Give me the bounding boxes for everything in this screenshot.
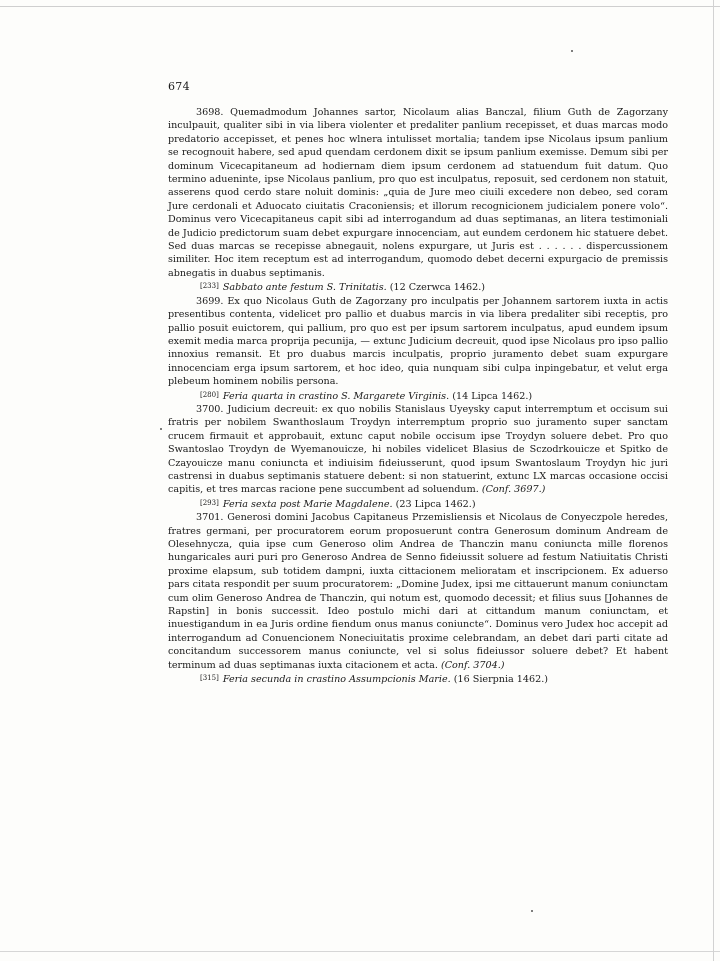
scan-speck — [531, 910, 533, 912]
entry-text: 3701. Generosi domini Jacobus Capitaneus Przemisliensis et Nicolaus de Conyeczpole heredes, fratres germani, per procuratorem eorum proposuerunt contra Generosum dominum Andream de Olesehnycza, quia ipse cum Generoso olim Andrea de Thanczin manu coniuncta mille florenos hungaricales auri puri pro Generoso Andrea de Senno fideiussit soluere ad festum Natiuitatis Christi proxime elapsum, sub totidem dampni, iuxta cittacionem melioratam et inscripcionem. Ex aduerso pars citata respondit per suum procuratorem: „Domine Judex, ipsi me cittauerunt manum coniunctam cum olim Generoso Andrea de Thanczin, qui notum est, quomodo decessit; et filius suus [Johannes de Rapstin] in bonis successit. Ideo postulo michi dari at cittandum manum coniunctam, et inuestigandum in ea Juris ordine fiendum onus manus coniuncte“. Dominus vero Judex hoc accepit ad interrogandum ad Conuencionem Noneciuitatis proxime celebrandam, an debet dari parti citate ad concitandum successorem manus coniuncte, vel si solus fideiussor soluere debet? Et habent terminum ad duas septimanas iuxta citacionem et acta. — [168, 512, 668, 671]
footnote-ref: [233] — [200, 282, 219, 291]
date: (16 Sierpnia 1462.) — [453, 674, 549, 686]
entry-3700 — [168, 403, 668, 497]
feast-day: Sabbato ante festum S. Trinitatis. — [222, 282, 387, 294]
document-body — [168, 106, 668, 686]
page-right-edge — [713, 0, 714, 961]
date: (12 Czerwca 1462.) — [389, 282, 486, 294]
entry-text: 3699. Ex quo Nicolaus Guth de Zagorzany pro inculpatis per Johannem sartorem iuxta in actis presentibus contenta, videlicet pro pallio et duabus marcis in via libera predaliter sibi receptis, pro pallio posuit euictorem, qui pallium, pro quo est per ipsum sartorem inculpatus, apud eundem ipsum exemit media marca proprija pecunija, — extunc Judicium decreuit, quod ipse Nicolaus pro ipso pallio innoxius remansit. Et pro duabus marcis inculpatis, proprio juramento debet suam expurgare innocenciam erga ipsum sartorem, et hoc ideo, quia nunquam sibi culpa inpingebatur, et velut erga plebeum hominem nobilis persona. — [168, 295, 668, 388]
feast-day: Feria quarta in crastino S. Margarete Virginis. — [222, 390, 450, 402]
entry-3701 — [168, 511, 668, 672]
footnote-ref: [280] — [200, 390, 219, 399]
date-line-293 — [200, 497, 668, 511]
date-line-315 — [200, 672, 668, 686]
scan-speck — [571, 50, 573, 52]
date-line-280 — [200, 389, 668, 403]
page-bottom-edge — [0, 951, 720, 952]
feast-day: Feria sexta post Marie Magdalene. — [222, 498, 393, 510]
cross-reference: (Conf. 3697.) — [481, 484, 546, 496]
page-top-edge — [0, 6, 720, 7]
feast-day: Feria secunda in crastino Assumpcionis Marie. — [222, 674, 451, 686]
entry-3698 — [168, 106, 668, 280]
footnote-ref: [315] — [200, 674, 219, 683]
entry-text: 3698. Quemadmodum Johannes sartor, Nicolaum alias Banczal, filium Guth de Zagorzany inculpauit, qualiter sibi in via libera violenter et predaliter panlium recepisset, et duas marcas modo predatorio accepisset, et penes hoc wlnera intulisset mortalia; tandem ipse Nicolaus ipsum panlium se recognouit habere, sed apud quendam cerdonem dixit se ipsum panlium exemisse. Demum sibi per dominum Vicecapitaneum ad hodiernam diem ipsum cerdonem ad statuendum fuit datum. Quo termino adueninte, ipse Nicolaus panlium, pro quo est inculpatus, reposuit, sed cerdonem non statuit, asserens quod cerdo stare noluit dominis: „quia de Jure meo ciuili excedere non debeo, sed coram Jure cerdonali et Aduocato ciuitatis Craconiensis; et illorum recognicionem judicialem ponere volo“. Dominus vero Vicecapitaneus capit sibi ad interrogandum ad duas septimanas, an litera testimoniali de Judicio predictorum suam debet expurgare innocenciam, aut eundem cerdonem hic statuere debet. Sed duas marcas se recepisse abnegauit, nolens expurgare, ut Juris est . . . . . . dispercussionem similiter. Hoc item receptum est ad interrogandum, quomodo debet decerni expurgacio de premissis abnegatis in duabus septimanis. — [168, 107, 668, 279]
footnote-ref: [293] — [200, 498, 219, 507]
cross-reference: (Conf. 3704.) — [440, 659, 505, 671]
entry-3699 — [168, 295, 668, 389]
entry-text: 3700. Judicium decreuit: ex quo nobilis Stanislaus Uyeysky caput interremptum et occisum sui fratris per nobilem Swanthoslaum Troydyn interremptum proprio suo juramento super sanctam crucem firmauit et approbauit, extunc caput nobile occisum ipse Troydyn soluere debet. Pro quo Swantoslao Troydyn de Wyemanouicze, hi nobiles videlicet Blasius de Sczodrkouicze et Spitko de Czayouicze manu coniuncta et indiuisim fideiusserunt, quod ipsum Swantoslaum Troydyn hic juri castrensi in duabus septimanis statuere debent: si non statuerint, extunc LX marcas occasione occisi capitis, et tres marcas racione pene succumbent ad soluendum. — [168, 403, 668, 496]
page-number: 674 — [168, 80, 190, 93]
date: (14 Lipca 1462.) — [452, 390, 533, 402]
date: (23 Lipca 1462.) — [395, 498, 476, 510]
date-line-233 — [200, 280, 668, 294]
scan-speck — [160, 428, 162, 430]
